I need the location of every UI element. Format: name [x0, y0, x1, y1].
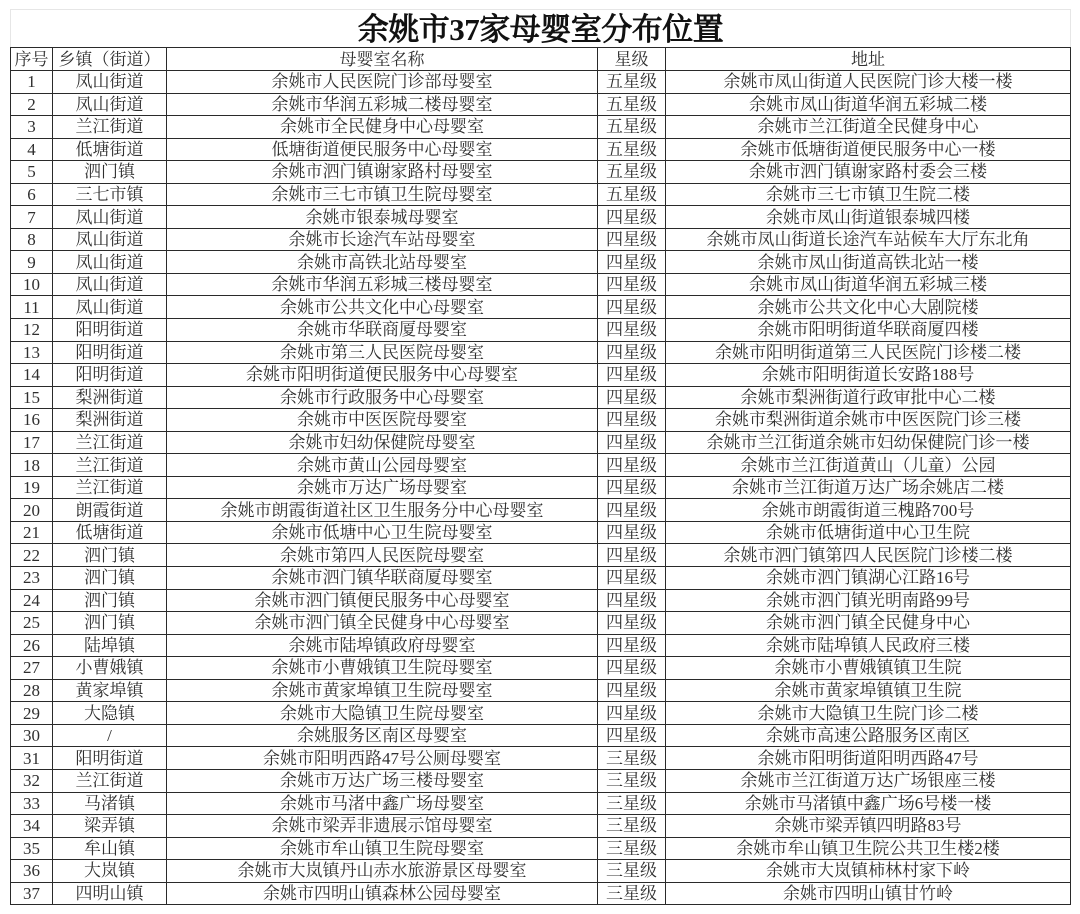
- cell-name: 余姚市行政服务中心母婴室: [167, 386, 598, 409]
- cell-name: 余姚市华联商厦母婴室: [167, 319, 598, 342]
- cell-address: 余姚市凤山街道华润五彩城三楼: [666, 273, 1071, 296]
- table-row: [11, 454, 1071, 477]
- cell-town: 低塘街道: [53, 521, 167, 544]
- cell-level: 四星级: [598, 476, 666, 499]
- cell-level: 三星级: [598, 882, 666, 905]
- cell-name: 余姚市大隐镇卫生院母婴室: [167, 702, 598, 725]
- cell-name: 余姚市高铁北站母婴室: [167, 251, 598, 274]
- cell-level: 四星级: [598, 364, 666, 387]
- cell-address: 余姚市小曹娥镇镇卫生院: [666, 657, 1071, 680]
- cell-address: 余姚市低塘街道中心卫生院: [666, 521, 1071, 544]
- cell-address: 余姚市泗门镇湖心江路16号: [666, 567, 1071, 590]
- cell-address: 余姚市陆埠镇人民政府三楼: [666, 634, 1071, 657]
- cell-no: 35: [11, 837, 53, 860]
- cell-town: 兰江街道: [53, 116, 167, 139]
- cell-level: 四星级: [598, 521, 666, 544]
- cell-level: 四星级: [598, 634, 666, 657]
- cell-town: 小曹娥镇: [53, 657, 167, 680]
- cell-no: 27: [11, 657, 53, 680]
- cell-address: 余姚市阳明街道第三人民医院门诊楼二楼: [666, 341, 1071, 364]
- cell-level: 四星级: [598, 341, 666, 364]
- cell-name: 余姚市小曹娥镇卫生院母婴室: [167, 657, 598, 680]
- cell-town: 泗门镇: [53, 161, 167, 184]
- title-banner: [10, 9, 1071, 48]
- cell-address: 余姚市四明山镇甘竹岭: [666, 882, 1071, 905]
- cell-level: 四星级: [598, 273, 666, 296]
- cell-town: 凤山街道: [53, 206, 167, 229]
- table-row: [11, 882, 1071, 905]
- cell-town: 凤山街道: [53, 251, 167, 274]
- cell-town: 泗门镇: [53, 544, 167, 567]
- cell-name: 余姚市泗门镇华联商厦母婴室: [167, 567, 598, 590]
- cell-name: 低塘街道便民服务中心母婴室: [167, 138, 598, 161]
- cell-address: 余姚市泗门镇全民健身中心: [666, 612, 1071, 635]
- table-row: [11, 386, 1071, 409]
- cell-town: 凤山街道: [53, 71, 167, 94]
- cell-no: 19: [11, 476, 53, 499]
- cell-address: 余姚市兰江街道万达广场银座三楼: [666, 769, 1071, 792]
- cell-name: 余姚市泗门镇全民健身中心母婴室: [167, 612, 598, 635]
- table-row: [11, 769, 1071, 792]
- cell-level: 四星级: [598, 454, 666, 477]
- cell-no: 12: [11, 319, 53, 342]
- cell-name: 余姚市泗门镇便民服务中心母婴室: [167, 589, 598, 612]
- cell-name: 余姚市三七市镇卫生院母婴室: [167, 183, 598, 206]
- table-row: [11, 567, 1071, 590]
- table-row: [11, 589, 1071, 612]
- cell-address: 余姚市凤山街道人民医院门诊大楼一楼: [666, 71, 1071, 94]
- cell-address: 余姚市马渚镇中鑫广场6号楼一楼: [666, 792, 1071, 815]
- cell-level: 五星级: [598, 93, 666, 116]
- cell-town: 黄家埠镇: [53, 679, 167, 702]
- cell-no: 34: [11, 815, 53, 838]
- table-row: [11, 71, 1071, 94]
- cell-no: 7: [11, 206, 53, 229]
- cell-address: 余姚市梨洲街道行政审批中心二楼: [666, 386, 1071, 409]
- cell-no: 11: [11, 296, 53, 319]
- cell-level: 四星级: [598, 206, 666, 229]
- cell-address: 余姚市三七市镇卫生院二楼: [666, 183, 1071, 206]
- table-row: [11, 815, 1071, 838]
- cell-no: 17: [11, 431, 53, 454]
- cell-town: 凤山街道: [53, 93, 167, 116]
- cell-level: 四星级: [598, 589, 666, 612]
- cell-name: 余姚市梁弄非遗展示馆母婴室: [167, 815, 598, 838]
- table-row: [11, 138, 1071, 161]
- cell-level: 三星级: [598, 792, 666, 815]
- cell-address: 余姚市泗门镇谢家路村委会三楼: [666, 161, 1071, 184]
- cell-town: 大隐镇: [53, 702, 167, 725]
- cell-level: 三星级: [598, 769, 666, 792]
- table-body: [11, 71, 1071, 905]
- cell-no: 5: [11, 161, 53, 184]
- cell-address: 余姚市黄家埠镇镇卫生院: [666, 679, 1071, 702]
- cell-name: 余姚市黄家埠镇卫生院母婴室: [167, 679, 598, 702]
- table-header-row: [11, 48, 1071, 71]
- table-row: [11, 634, 1071, 657]
- cell-no: 33: [11, 792, 53, 815]
- table-row: [11, 544, 1071, 567]
- cell-level: 四星级: [598, 386, 666, 409]
- cell-name: 余姚市银泰城母婴室: [167, 206, 598, 229]
- header-level: 星级: [598, 48, 666, 71]
- table-row: [11, 206, 1071, 229]
- table-row: [11, 476, 1071, 499]
- table-row: [11, 364, 1071, 387]
- header-name: 母婴室名称: [167, 48, 598, 71]
- cell-town: 梨洲街道: [53, 409, 167, 432]
- cell-town: 梁弄镇: [53, 815, 167, 838]
- cell-no: 1: [11, 71, 53, 94]
- cell-level: 四星级: [598, 409, 666, 432]
- cell-name: 余姚市泗门镇谢家路村母婴室: [167, 161, 598, 184]
- cell-address: 余姚市泗门镇第四人民医院门诊楼二楼: [666, 544, 1071, 567]
- cell-address: 余姚市公共文化中心大剧院楼: [666, 296, 1071, 319]
- cell-no: 28: [11, 679, 53, 702]
- cell-name: 余姚市阳明西路47号公厕母婴室: [167, 747, 598, 770]
- table-row: [11, 860, 1071, 883]
- cell-name: 余姚市四明山镇森林公园母婴室: [167, 882, 598, 905]
- cell-no: 15: [11, 386, 53, 409]
- cell-level: 四星级: [598, 724, 666, 747]
- cell-no: 37: [11, 882, 53, 905]
- cell-town: 凤山街道: [53, 273, 167, 296]
- cell-level: 五星级: [598, 161, 666, 184]
- cell-level: 三星级: [598, 837, 666, 860]
- cell-address: 余姚市牟山镇卫生院公共卫生楼2楼: [666, 837, 1071, 860]
- table-row: [11, 792, 1071, 815]
- header-address: 地址: [666, 48, 1071, 71]
- cell-town: 兰江街道: [53, 454, 167, 477]
- cell-address: 余姚市兰江街道全民健身中心: [666, 116, 1071, 139]
- table-row: [11, 228, 1071, 251]
- cell-town: 朗霞街道: [53, 499, 167, 522]
- cell-address: 余姚市凤山街道华润五彩城二楼: [666, 93, 1071, 116]
- cell-town: 陆埠镇: [53, 634, 167, 657]
- cell-address: 余姚市泗门镇光明南路99号: [666, 589, 1071, 612]
- cell-name: 余姚市中医医院母婴室: [167, 409, 598, 432]
- cell-level: 四星级: [598, 612, 666, 635]
- table-row: [11, 93, 1071, 116]
- cell-level: 三星级: [598, 860, 666, 883]
- cell-name: 余姚市第四人民医院母婴室: [167, 544, 598, 567]
- cell-no: 36: [11, 860, 53, 883]
- cell-address: 余姚市阳明街道长安路188号: [666, 364, 1071, 387]
- cell-name: 余姚市妇幼保健院母婴室: [167, 431, 598, 454]
- cell-address: 余姚市朗霞街道三槐路700号: [666, 499, 1071, 522]
- table-row: [11, 161, 1071, 184]
- cell-town: 阳明街道: [53, 319, 167, 342]
- table-row: [11, 702, 1071, 725]
- cell-name: 余姚市牟山镇卫生院母婴室: [167, 837, 598, 860]
- table-row: [11, 116, 1071, 139]
- page-title: 余姚市37家母婴室分布位置: [357, 11, 724, 47]
- cell-town: 大岚镇: [53, 860, 167, 883]
- cell-no: 8: [11, 228, 53, 251]
- cell-level: 三星级: [598, 747, 666, 770]
- cell-level: 四星级: [598, 544, 666, 567]
- cell-level: 四星级: [598, 567, 666, 590]
- cell-address: 余姚市兰江街道黄山（儿童）公园: [666, 454, 1071, 477]
- cell-address: 余姚市梁弄镇四明路83号: [666, 815, 1071, 838]
- cell-address: 余姚市凤山街道长途汽车站候车大厅东北角: [666, 228, 1071, 251]
- cell-town: 低塘街道: [53, 138, 167, 161]
- cell-no: 31: [11, 747, 53, 770]
- cell-name: 余姚市华润五彩城三楼母婴室: [167, 273, 598, 296]
- cell-no: 30: [11, 724, 53, 747]
- table-row: [11, 837, 1071, 860]
- cell-town: 兰江街道: [53, 769, 167, 792]
- cell-no: 18: [11, 454, 53, 477]
- cell-no: 20: [11, 499, 53, 522]
- cell-no: 25: [11, 612, 53, 635]
- cell-level: 四星级: [598, 319, 666, 342]
- cell-address: 余姚市低塘街道便民服务中心一楼: [666, 138, 1071, 161]
- cell-town: /: [53, 724, 167, 747]
- cell-level: 四星级: [598, 296, 666, 319]
- table-row: [11, 724, 1071, 747]
- cell-address: 余姚市兰江街道万达广场余姚店二楼: [666, 476, 1071, 499]
- cell-town: 马渚镇: [53, 792, 167, 815]
- cell-town: 兰江街道: [53, 476, 167, 499]
- cell-level: 五星级: [598, 116, 666, 139]
- cell-no: 3: [11, 116, 53, 139]
- cell-town: 梨洲街道: [53, 386, 167, 409]
- cell-no: 4: [11, 138, 53, 161]
- cell-no: 9: [11, 251, 53, 274]
- table-row: [11, 747, 1071, 770]
- cell-town: 牟山镇: [53, 837, 167, 860]
- cell-address: 余姚市兰江街道余姚市妇幼保健院门诊一楼: [666, 431, 1071, 454]
- cell-town: 凤山街道: [53, 228, 167, 251]
- cell-no: 23: [11, 567, 53, 590]
- cell-level: 四星级: [598, 431, 666, 454]
- cell-name: 余姚市低塘中心卫生院母婴室: [167, 521, 598, 544]
- table-row: [11, 296, 1071, 319]
- cell-town: 泗门镇: [53, 567, 167, 590]
- cell-address: 余姚市大岚镇柿林村家下岭: [666, 860, 1071, 883]
- cell-address: 余姚市阳明街道阳明西路47号: [666, 747, 1071, 770]
- table-row: [11, 679, 1071, 702]
- cell-name: 余姚市华润五彩城二楼母婴室: [167, 93, 598, 116]
- cell-name: 余姚服务区南区母婴室: [167, 724, 598, 747]
- cell-level: 五星级: [598, 138, 666, 161]
- cell-town: 泗门镇: [53, 612, 167, 635]
- cell-town: 四明山镇: [53, 882, 167, 905]
- cell-name: 余姚市黄山公园母婴室: [167, 454, 598, 477]
- cell-name: 余姚市第三人民医院母婴室: [167, 341, 598, 364]
- table-row: [11, 521, 1071, 544]
- cell-level: 五星级: [598, 183, 666, 206]
- cell-name: 余姚市长途汽车站母婴室: [167, 228, 598, 251]
- cell-no: 13: [11, 341, 53, 364]
- table-row: [11, 319, 1071, 342]
- cell-no: 10: [11, 273, 53, 296]
- cell-no: 21: [11, 521, 53, 544]
- cell-address: 余姚市凤山街道银泰城四楼: [666, 206, 1071, 229]
- cell-address: 余姚市大隐镇卫生院门诊二楼: [666, 702, 1071, 725]
- cell-name: 余姚市万达广场母婴室: [167, 476, 598, 499]
- cell-name: 余姚市公共文化中心母婴室: [167, 296, 598, 319]
- cell-town: 凤山街道: [53, 296, 167, 319]
- cell-name: 余姚市全民健身中心母婴室: [167, 116, 598, 139]
- cell-level: 四星级: [598, 228, 666, 251]
- table-row: [11, 341, 1071, 364]
- table-row: [11, 499, 1071, 522]
- cell-level: 四星级: [598, 251, 666, 274]
- cell-town: 三七市镇: [53, 183, 167, 206]
- cell-level: 四星级: [598, 499, 666, 522]
- cell-name: 余姚市万达广场三楼母婴室: [167, 769, 598, 792]
- cell-level: 四星级: [598, 657, 666, 680]
- cell-no: 6: [11, 183, 53, 206]
- cell-town: 阳明街道: [53, 341, 167, 364]
- cell-no: 24: [11, 589, 53, 612]
- header-town: 乡镇（街道）: [53, 48, 167, 71]
- cell-name: 余姚市马渚中鑫广场母婴室: [167, 792, 598, 815]
- cell-level: 三星级: [598, 815, 666, 838]
- header-no: 序号: [11, 48, 53, 71]
- cell-town: 兰江街道: [53, 431, 167, 454]
- cell-address: 余姚市阳明街道华联商厦四楼: [666, 319, 1071, 342]
- cell-name: 余姚市阳明街道便民服务中心母婴室: [167, 364, 598, 387]
- cell-no: 14: [11, 364, 53, 387]
- cell-level: 四星级: [598, 702, 666, 725]
- cell-name: 余姚市人民医院门诊部母婴室: [167, 71, 598, 94]
- cell-address: 余姚市凤山街道高铁北站一楼: [666, 251, 1071, 274]
- cell-name: 余姚市大岚镇丹山赤水旅游景区母婴室: [167, 860, 598, 883]
- nursing-room-table: [10, 47, 1071, 905]
- table-row: [11, 657, 1071, 680]
- cell-level: 五星级: [598, 71, 666, 94]
- cell-town: 阳明街道: [53, 364, 167, 387]
- cell-level: 四星级: [598, 679, 666, 702]
- cell-no: 2: [11, 93, 53, 116]
- cell-no: 26: [11, 634, 53, 657]
- table-row: [11, 183, 1071, 206]
- cell-name: 余姚市陆埠镇政府母婴室: [167, 634, 598, 657]
- cell-town: 泗门镇: [53, 589, 167, 612]
- cell-no: 16: [11, 409, 53, 432]
- cell-address: 余姚市梨洲街道余姚市中医医院门诊三楼: [666, 409, 1071, 432]
- cell-no: 29: [11, 702, 53, 725]
- cell-town: 阳明街道: [53, 747, 167, 770]
- table-row: [11, 273, 1071, 296]
- table-row: [11, 251, 1071, 274]
- table-row: [11, 431, 1071, 454]
- cell-address: 余姚市高速公路服务区南区: [666, 724, 1071, 747]
- cell-no: 32: [11, 769, 53, 792]
- table-row: [11, 612, 1071, 635]
- cell-no: 22: [11, 544, 53, 567]
- cell-name: 余姚市朗霞街道社区卫生服务分中心母婴室: [167, 499, 598, 522]
- table-row: [11, 409, 1071, 432]
